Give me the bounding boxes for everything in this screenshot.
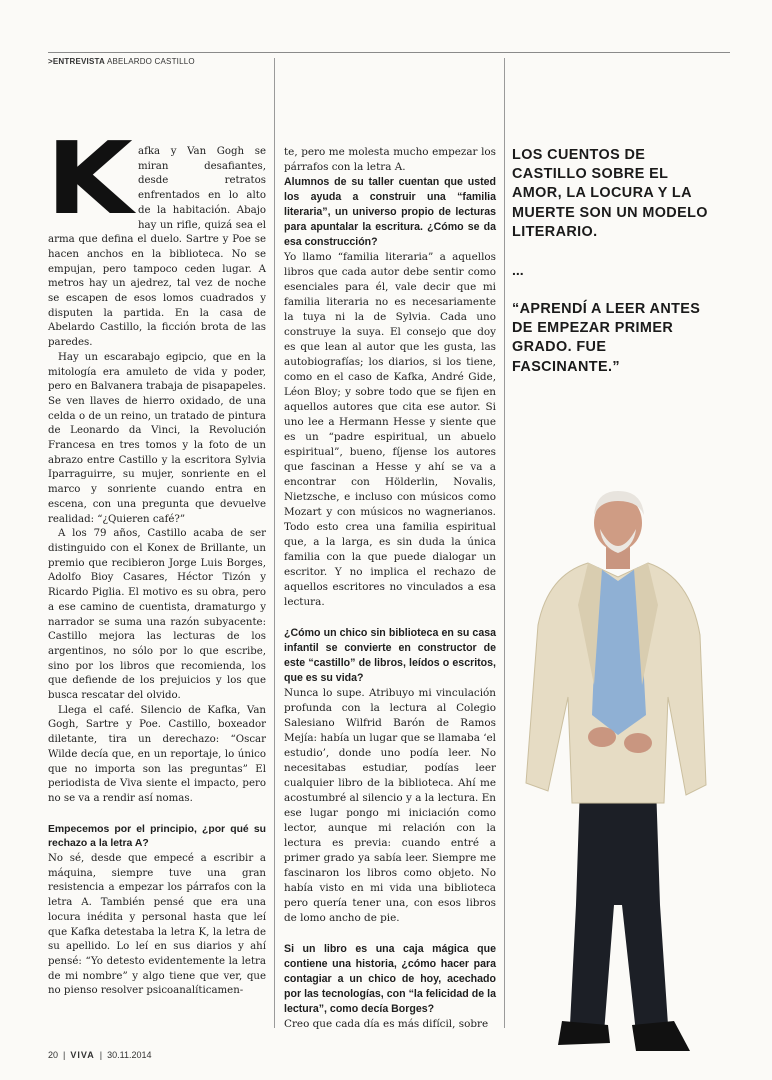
- section-header: [48, 57, 195, 66]
- interview-answer: Creo que cada día es más difícil, sobre: [284, 1018, 489, 1030]
- footer-divider: |: [60, 1050, 68, 1060]
- interview-answer: te, pero me molesta mucho empezar los párrafos con la letra A.: [284, 146, 496, 173]
- magazine-brand: VIVA: [70, 1050, 95, 1060]
- drop-cap-letter: K: [46, 120, 133, 237]
- top-rule: [48, 52, 730, 53]
- photo-shoe-left: [558, 1021, 610, 1045]
- paragraph-gap: [48, 807, 266, 823]
- section-label: >ENTREVISTA: [48, 57, 105, 66]
- photo-shoe-right: [632, 1021, 690, 1051]
- article-column-1: [46, 120, 266, 999]
- body-paragraph: A los 79 años, Castillo acaba de ser distinguido con el Konex de Brillante, un premio que recibieron Jorge Luis Borges, Adolfo Bioy Casares, Héctor Tizón y Ricardo Piglia. El motivo es su obra, pero a ese camino de cuentista, dramaturgo y narrador se suma una razón subyacente: Castillo mejora las lecturas de los argentinos, no sólo por lo que escribe, sino por los libros que recomienda, los que defiende de los prejuicios y los que busca rescatar del olvido.: [48, 528, 266, 702]
- interview-answer: Nunca lo supe. Atribuyo mi vinculación profunda con la lectura al Colegio Salesiano Wilfrid Barón de Ramos Mejía: había un lugar que se llamaba ‘el estudio’, donde uno podía leer. No necesitabas estudiar, podías leer cualquier libro de la biblioteca. Ahí me acostumbré al silencio y a la lectura. En ese lugar pongo mi iniciación como lector, aunque mi relación con la lectura es previa: cuando entré a primer grado ya sabía leer. Siempre me fascinaron los libros como objeto. No había visto en mi vida una biblioteca pero quería tener una, con esos libros de lomo ancho de pie.: [284, 687, 496, 924]
- interview-question: Si un libro es una caja mágica que contiene una historia, ¿cómo hacer para contagiar a un chico de hoy, acechado por las tecnologías, con “la felicidad de la lectura”, como decía Borges?: [284, 943, 496, 1015]
- body-paragraph: Hay un escarabajo egipcio, que en la mitología era amuleto de vida y poder, pero en Balvanera trabaja de pisapapeles. Se ven llaves de hierro oxidado, de una celda o de un reino, un tratado de pintura de Leonardo da Vinci, la Revolución Francesa en tres tomos y la foto de un abrazo entre Castillo y la escritora Sylvia Iparraguirre, su mujer, sonriente en el marco y sonriente cuando entra en escena, con una pregunta que devuelve realidad: “¿Quieren café?”: [48, 351, 266, 525]
- paragraph-gap: [284, 610, 496, 626]
- photo-hand-left: [588, 727, 616, 747]
- author-photo: [518, 485, 718, 1060]
- drop-cap: [46, 120, 133, 237]
- footer-divider: |: [97, 1050, 105, 1060]
- interview-question: Empecemos por el principio, ¿por qué su rechazo a la letra A?: [48, 823, 266, 850]
- photo-trousers: [570, 785, 668, 1033]
- pullquote-2: “APRENDÍ A LEER ANTES DE EMPEZAR PRIMER GRADO. FUE FASCINANTE.”: [512, 301, 701, 375]
- page-number: 20: [48, 1050, 59, 1060]
- lead-paragraph: afka y Van Gogh se miran desafiantes, desde retratos enfrentados en lo alto de la habitación. Abajo hay un rifle, quizá sea el arma que defina el duelo. Sartre y Poe se hacen anchos en la biblioteca. No se empujan, pero tampoco ceden lugar. A metros hay un ajedrez, tal vez de noche se escapen de esos lomos cuadrados y disputen la partida. En la casa de Abelardo Castillo, la ficción brota de las paredes.: [48, 146, 266, 349]
- interview-question: ¿Cómo un chico sin biblioteca en su casa infantil se convierte en constructor de este “castillo” de libros, leídos o escritos, que es su vida?: [284, 627, 496, 684]
- interview-question: Alumnos de su taller cuentan que usted los ayuda a construir una “familia literaria”, un universo propio de lecturas para apuntalar la escritura. ¿Cómo se da esa construcción?: [284, 176, 496, 248]
- photo-hand-right: [624, 733, 652, 753]
- pullquote-1: LOS CUENTOS DE CASTILLO SOBRE EL AMOR, LA LOCURA Y LA MUERTE SON UN MODELO LITERARIO.: [512, 147, 708, 240]
- pullquote-separator: ...: [512, 262, 524, 278]
- body-paragraph: Llega el café. Silencio de Kafka, Van Gogh, Sartre y Poe. Castillo, boxeador diletante, tira un derechazo: “Oscar Wilde decía que, en un reportaje, lo único que no importa son las preguntas” El periodista de Viva siente el impacto, pero no se va a rendir así nomas.: [48, 704, 266, 804]
- column-divider-right: [504, 58, 505, 1028]
- column-divider-left: [274, 58, 275, 1028]
- paragraph-gap: [284, 926, 496, 942]
- article-column-2: [284, 145, 496, 1032]
- page-footer: [48, 1050, 152, 1060]
- interview-answer: No sé, desde que empecé a escribir a máquina, siempre tuve una gran resistencia a empezar los párrafos con la letra A. También pensé que era una locura inédita y personal hasta que leí que Kafka detestaba la letra K, la letra de su apellido. Lo leí en sus diarios y ahí pensé: “Yo detesto evidentemente la letra de mi nombre” y algo tiene que ver, que no pienso resolver psicoanalíticamen-: [48, 853, 266, 997]
- issue-date: 30.11.2014: [107, 1050, 152, 1060]
- interviewee-name: ABELARDO CASTILLO: [106, 57, 195, 66]
- interview-answer: Yo llamo “familia literaria” a aquellos libros que cada autor debe sentir como esenciales para él, vale decir que mi familia literaria no es necesariamente la tuya ni la de Sylvia. Cada uno construye la suya. El consejo que doy es que lean al autor que les gusta, las autobiografías; los diarios, si los tiene, como en el caso de Kafka, André Gide, Léon Bloy; y sobre todo que se fijen en aquellos autores que cita ese autor. Si uno lee a Hermann Hesse y siente que es un “padre espiritual, un abuelo espiritual”, bueno, fíjense los autores que fascinan a Hesse y ahí se va a encontrar con Hölderlin, Novalis, Nietzsche, e incluso con músicos como Mozart y con músicos no wagnerianos. Todo esto crea una familia espiritual que, a la larga, es sin duda la única familia con la que puede dialogar un escritor. Y no implica el rechazo de aquellos escritores no vinculados a esa lectura.: [284, 251, 496, 608]
